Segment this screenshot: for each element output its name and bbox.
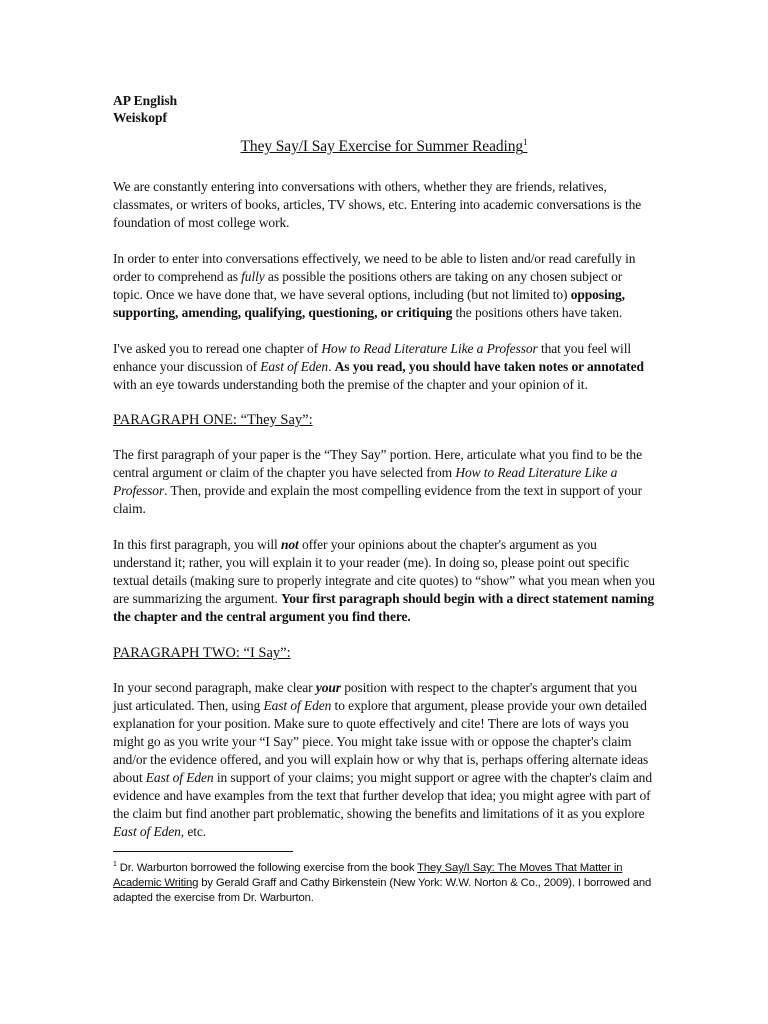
text-run: in support of your claims; you might support or agree with the chapter's claim and evidence and have examples from the text that further develop that idea; you might agree with part of the claim but find another part problematic, showing the benefits and limitations of it as you explore (113, 770, 652, 822)
text-run: The first paragraph of your paper is the “They Say” portion. Here, articulate what you find to be the central argument or claim of the chapter you have selected from (113, 447, 642, 481)
text-run: In your second paragraph, make clear (113, 680, 316, 696)
text-run: with an eye towards understanding both the premise of the chapter and your opinion of it. (113, 377, 588, 393)
italic-run: East of Eden (260, 359, 329, 375)
text-run: . Then, provide and explain the most compelling evidence from the text in support of your claim. (113, 483, 642, 517)
italic-run: East of Eden (113, 824, 181, 840)
teacher-name: Weiskopf (113, 110, 168, 125)
section-heading-i-say (113, 644, 655, 663)
paragraph-first-paragraph-rules (113, 536, 655, 626)
paragraph-intro (113, 178, 655, 232)
italic-run: How to Read Literature Like a Professor (321, 341, 538, 357)
footnote-book-title: They Say/I Say: The Moves That Matter in Academic Writing (113, 861, 623, 889)
text-run: to explore that argument, please provide your own detailed explanation for your position. Make sure to quote effectively and cite! There are lots of ways you might go as you write your “I Say” piece. You might take issue with or oppose the chapter's claim and/or the evidence offered, and you will explain how or why that is, perhaps offering alternate ideas about (113, 698, 649, 786)
italic-run: fully (241, 269, 265, 285)
intro-text: We are constantly entering into conversations with others, whether they are friends, relatives, classmates, or writers of books, articles, TV shows, etc. Entering into academic conversations is the foundation of most college work. (113, 179, 642, 231)
text-run: In order to enter into conversations effectively, we need to be able to listen and/or read carefully in order to comprehend as (113, 251, 636, 285)
paragraph-conversations (113, 250, 655, 322)
bold-italic-run: not (280, 537, 299, 553)
document-body (113, 92, 655, 906)
bold-run: opposing, supporting, amending, qualifying, questioning, or critiquing (113, 287, 625, 321)
footnote-marker: 1 (113, 861, 117, 869)
bold-run: As you read, you should have taken notes or annotated (334, 359, 644, 375)
text-run: . (328, 359, 335, 375)
footnote-separator (113, 851, 293, 852)
text-run: as possible the positions others are taking on any chosen subject or topic. Once we have done that, we have several options, including (but not limited to) (113, 269, 623, 303)
text-run: position with respect to the chapter's argument that you just articulated. Then, using (113, 680, 637, 714)
heading-text: PARAGRAPH TWO: “I Say”: (113, 645, 291, 662)
section-heading-they-say (113, 411, 655, 430)
bold-italic-run: your (315, 680, 341, 696)
text-run: the positions others have taken. (452, 305, 623, 321)
text-run: by Gerald Graff and Cathy Birkenstein (New York: W.W. Norton & Co., 2009). I borrowed and adapted the exercise from Dr. Warburton. (113, 876, 652, 904)
paragraph-reread (113, 340, 655, 394)
text-run: offer your opinions about the chapter's argument as you understand it; rather, you will explain it to your reader (me). In doing so, please point out specific textual details (making sure to properly integrate and cite quotes) to “show” what you mean when you are summarizing the argument. (113, 537, 655, 607)
document-title (113, 132, 655, 157)
italic-run: East of Eden (145, 770, 214, 786)
text-run: Dr. Warburton borrowed the following exercise from the book (116, 861, 418, 874)
italic-run: East of Eden (263, 698, 332, 714)
heading-text: PARAGRAPH ONE: “They Say”: (113, 412, 313, 429)
title-footnote-marker: 1 (523, 137, 528, 147)
title-text: They Say/I Say Exercise for Summer Reading (240, 138, 524, 156)
text-run: that you feel will enhance your discussion of (113, 341, 632, 375)
paragraph-they-say-description (113, 446, 655, 518)
text-run: In this first paragraph, you will (113, 537, 281, 553)
paragraph-i-say-description (113, 679, 655, 841)
course-name: AP English (113, 93, 178, 108)
text-run: , etc. (180, 824, 207, 840)
text-run: I've asked you to reread one chapter of (113, 341, 322, 357)
italic-run: How to Read Literature Like a Professor (113, 465, 618, 499)
bold-run: Your first paragraph should begin with a direct statement naming the chapter and the central argument you find there. (113, 591, 655, 625)
footnote (113, 857, 655, 906)
